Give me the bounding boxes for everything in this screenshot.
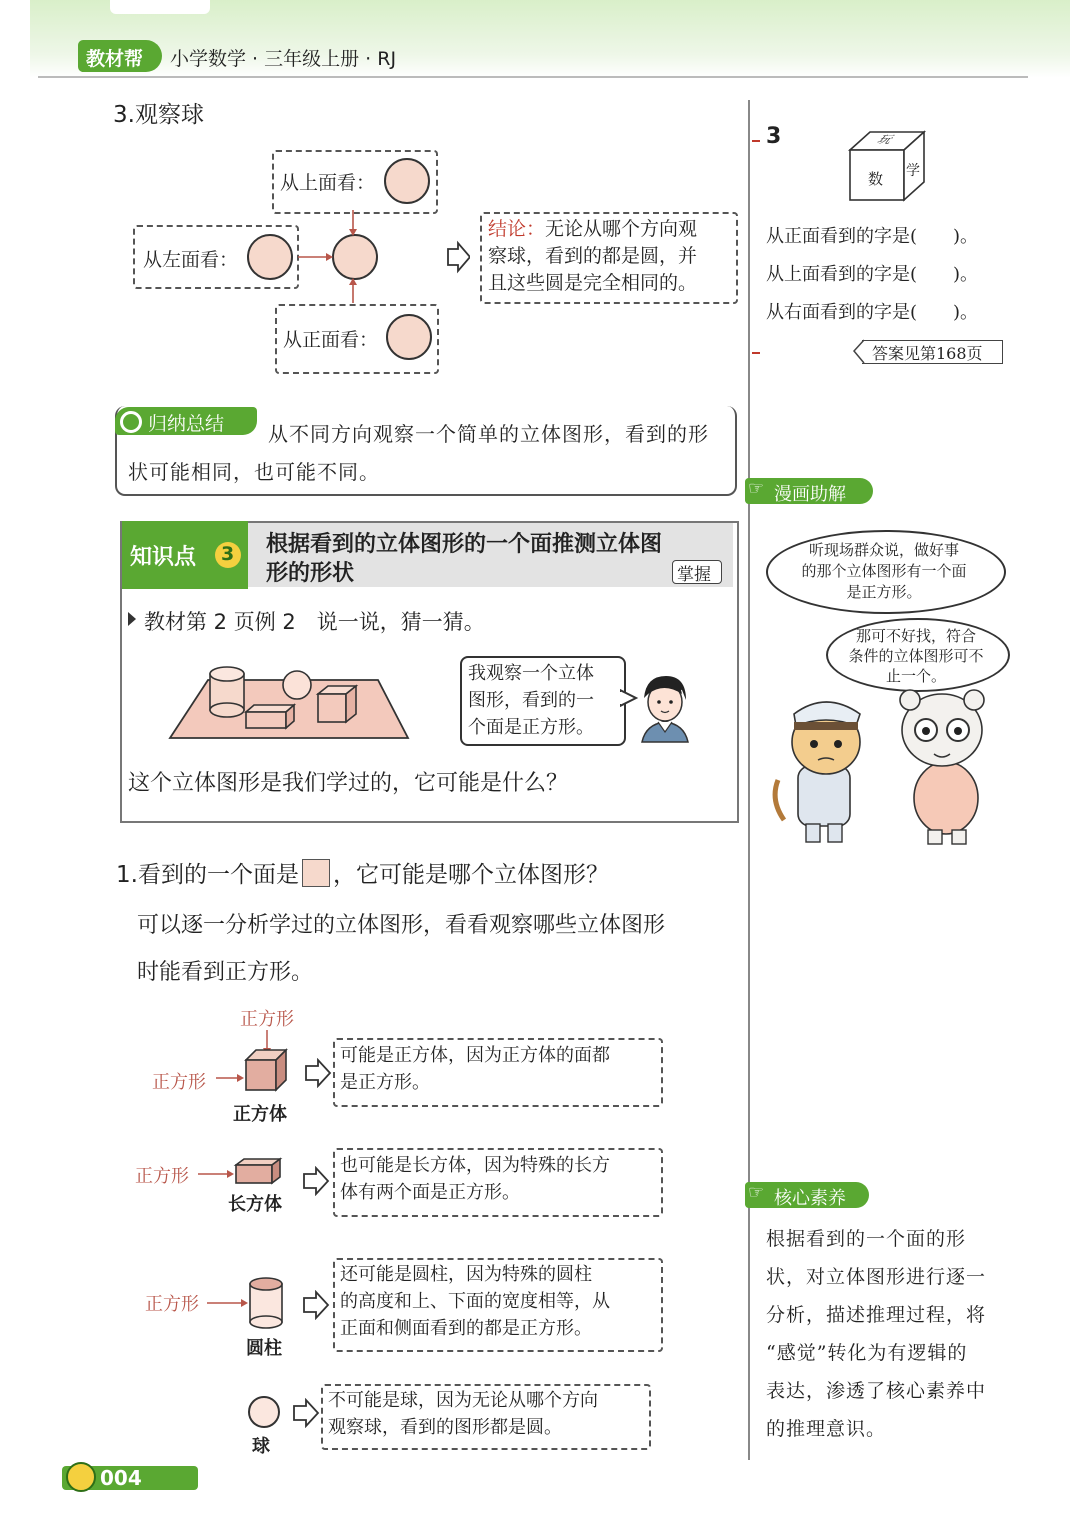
square-swatch-icon [302, 859, 330, 887]
cuboid-reason-line-1: 也可能是长方体，因为特殊的长方 [340, 1155, 610, 1176]
section1-title [116, 856, 609, 889]
conclusion-line-2: 察球，看到的都是圆，并 [488, 245, 698, 267]
conclusion-line-1: 无论从哪个方向观 [545, 218, 698, 240]
section1-intro-1: 可以逐一分析学过的立体图形，看看观察哪些立体图形 [137, 913, 666, 938]
comic-bubble-1-line-2: 的那个立体图形有一个面 [801, 562, 967, 580]
knowledge-title-1: 根据看到的立体图形的一个面推测立体图 [266, 532, 663, 557]
cylinder-reason-line-1: 还可能是圆柱，因为特殊的圆柱 [340, 1264, 592, 1285]
top-view-circle [384, 158, 430, 204]
target-icon [120, 411, 142, 433]
cuboid-arrow-icon [302, 1166, 330, 1196]
top-view-label: 从上面看： [280, 172, 376, 194]
core-line-4: “感觉”转化为有逻辑的 [766, 1342, 968, 1364]
view-arrows [290, 205, 470, 305]
cube-reason-line-1: 可能是正方体，因为正方体的面都 [340, 1045, 610, 1066]
comic-bubble-2-line-1: 那可不好找，符合 [855, 627, 976, 645]
sidebar-tick-1 [752, 140, 760, 142]
brand-name: 教材帮 [86, 48, 144, 70]
speech-line-2: 图形，看到的一 [468, 690, 594, 711]
cylinder-reason-text [340, 1261, 610, 1342]
cube-reason-line-2: 是正方形。 [340, 1072, 430, 1093]
cube-reason-text [340, 1042, 610, 1096]
summary-line-1: 从不同方向观察一个简单的立体图形，看到的形 [268, 422, 709, 446]
core-text [766, 1220, 986, 1448]
ball-figure [248, 1396, 280, 1428]
front-view-circle [386, 314, 432, 360]
left-view-label: 从左面看： [143, 249, 239, 271]
boy-avatar [636, 672, 692, 744]
answer-ref-text: 答案见第168页 [872, 344, 983, 363]
ball-name: 球 [252, 1436, 270, 1457]
column-divider [748, 100, 750, 1460]
question-front: 从正面看到的字是( )。 [766, 226, 979, 247]
cube-figure [214, 1028, 294, 1094]
table-with-solids [168, 650, 413, 745]
conclusion-head: 结论： [488, 218, 546, 240]
speech-line-1: 我观察一个立体 [468, 663, 594, 684]
cuboid-reason-line-2: 体有两个面是正方形。 [340, 1182, 520, 1203]
core-hand-pointer-icon: ☞ [748, 1182, 765, 1203]
word-cube-front: 数 [868, 170, 884, 188]
section1-intro-2: 时能看到正方形。 [137, 960, 314, 985]
core-line-2: 状，对立体图形进行逐一 [766, 1266, 987, 1288]
section1-title-pre: 1.看到的一个面是 [116, 862, 299, 888]
cuboid-name: 长方体 [228, 1194, 282, 1215]
left-view-circle [247, 234, 293, 280]
example-ref: 教材第 2 页例 2 说一说，猜一猜。 [144, 610, 485, 634]
conclusion-text [488, 216, 697, 297]
answer-ref-arrow [852, 339, 866, 365]
cylinder-name: 圆柱 [246, 1338, 282, 1359]
comic-bubble-1-text [786, 540, 982, 603]
core-line-1: 根据看到的一个面的形 [766, 1228, 967, 1250]
knowledge-question: 这个立体图形是我们学过的，它可能是什么？ [128, 771, 569, 796]
summary-badge-text: 归纳总结 [148, 413, 225, 435]
example-marker [128, 612, 136, 626]
core-badge-text: 核心素养 [774, 1188, 846, 1209]
comic-badge-text: 漫画助解 [774, 484, 846, 505]
comic-bubble-2-line-2: 条件的立体图形可不 [848, 647, 984, 665]
comic-bubble-2-line-3: 止一个。 [885, 667, 946, 685]
core-line-5: 表达，渗透了核心素养中 [766, 1380, 987, 1402]
ball-reason-line-2: 观察球，看到的图形都是圆。 [328, 1417, 562, 1438]
sidebar-exercise-number: 3 [766, 124, 782, 149]
speech-text [468, 660, 594, 741]
word-cube-right: 学 [906, 163, 920, 179]
observe-ball-title: 3.观察球 [113, 102, 204, 128]
cube-top-square-label: 正方形 [240, 1009, 294, 1030]
hand-pointer-icon: ☞ [748, 478, 765, 499]
ball-reason-line-1: 不可能是球，因为无论从哪个方向 [328, 1390, 598, 1411]
word-cube-top: 玩 [873, 134, 897, 147]
front-view-label: 从正面看： [283, 329, 379, 351]
comic-characters-illustration [770, 670, 1010, 850]
knowledge-tag-text: 知识点 [130, 545, 197, 570]
cylinder-square-label: 正方形 [145, 1294, 199, 1315]
sidebar-tick-2 [752, 352, 760, 354]
cuboid-square-label: 正方形 [135, 1166, 189, 1187]
summary-line-2: 状可能相同，也可能不同。 [128, 460, 380, 484]
core-line-6: 的推理意识。 [766, 1418, 887, 1440]
cuboid-reason-text [340, 1152, 610, 1206]
section1-title-post: ，它可能是哪个立体图形？ [332, 862, 609, 888]
knowledge-title-2: 形的形状 [266, 561, 355, 586]
cube-front-square-label: 正方形 [152, 1072, 206, 1093]
header-rule [38, 76, 1028, 78]
comic-bubble-1-line-1: 听现场群众说，做好事 [808, 541, 959, 559]
core-line-3: 分析，描述推理过程，将 [766, 1304, 987, 1326]
level-text: 掌握 [677, 565, 711, 585]
cylinder-reason-line-3: 正面和侧面看到的都是正方形。 [340, 1318, 592, 1339]
question-right: 从右面看到的字是( )。 [766, 302, 979, 323]
ball-reason-text [328, 1387, 598, 1441]
cylinder-arrow-icon [302, 1290, 330, 1320]
cylinder-reason-line-2: 的高度和上、下面的宽度相等，从 [340, 1291, 610, 1312]
speech-line-3: 个面是正方形。 [468, 717, 594, 738]
cube-name: 正方体 [233, 1104, 287, 1125]
header-top-strip [110, 0, 210, 14]
conclusion-line-3: 且这些圆是完全相同的。 [488, 272, 698, 294]
cuboid-figure [196, 1156, 286, 1190]
mascot-icon [66, 1462, 96, 1492]
cube-arrow-icon [304, 1058, 332, 1088]
cylinder-figure [205, 1276, 287, 1332]
page-number: 004 [100, 1466, 142, 1490]
knowledge-number: 3 [221, 543, 235, 565]
ball-arrow-icon [292, 1398, 320, 1428]
comic-bubble-1-line-3: 是正方形。 [846, 583, 922, 601]
header-subtitle: 小学数学 · 三年级上册 · RJ [170, 48, 397, 70]
question-top: 从上面看到的字是( )。 [766, 264, 979, 285]
